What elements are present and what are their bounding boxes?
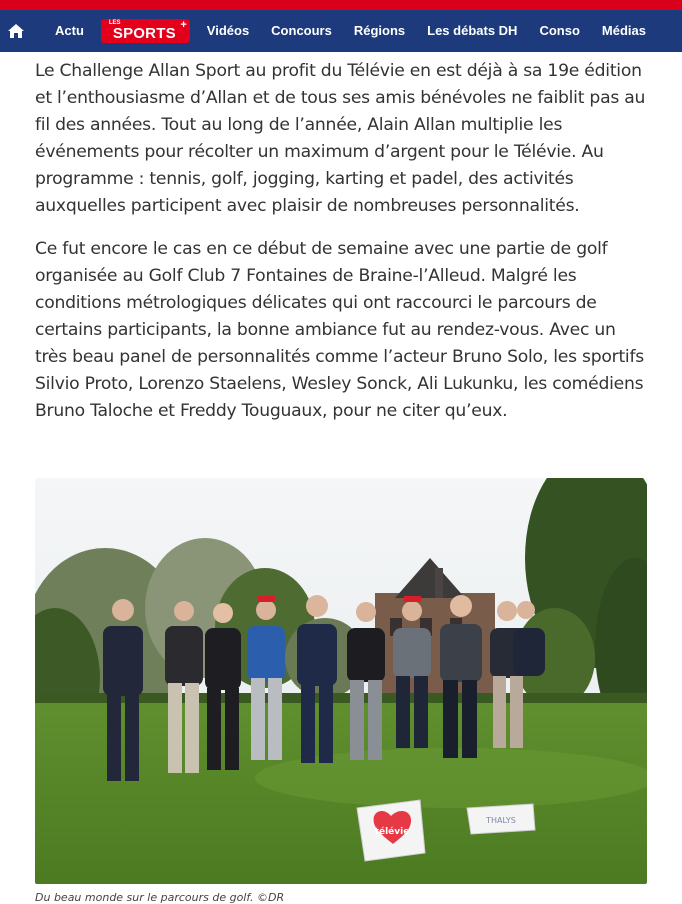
nav-item-videos[interactable]: Vidéos (206, 23, 250, 38)
header-accent-line (0, 0, 682, 10)
nav-item-conso[interactable]: Conso (539, 23, 580, 38)
thalys-sign (467, 804, 535, 834)
nav-sports-logo[interactable] (101, 19, 190, 43)
article-paragraph-2: Ce fut encore le cas en ce début de semaine avec une partie de golf organisée au Golf Club 7 Fontaines de Braine-l’Alleud. Malgré les conditions métrologiques délicates qui ont raccourci le parcours de certains participants, la bonne ambiance fut au rendez-vous. Avec un très beau panel de personnalités comme l’acteur Bruno Solo, les sportifs Silvio Proto, Lorenzo Staelens, Wesley Sonck, Ali Lukunku, les comédiens Bruno Taloche et Freddy Touguaux, pour ne citer qu’eux. (35, 239, 644, 421)
article-body (35, 58, 647, 425)
sign-thalys-text: THALYS (486, 816, 516, 825)
sports-logo-small: LES (108, 20, 121, 26)
nav-item-regions[interactable]: Régions (353, 23, 406, 38)
main-navigation (0, 10, 682, 52)
televie-sign (357, 800, 425, 861)
top-header (0, 0, 682, 52)
sports-logo-plus: + (180, 19, 187, 31)
home-icon[interactable] (0, 10, 32, 52)
golf-group-photo (35, 478, 647, 884)
nav-item-debats-dh[interactable]: Les débats DH (427, 23, 518, 38)
photo-caption: Du beau monde sur le parcours de golf. ©DR (35, 891, 285, 904)
sports-logo-text: SPORTS (112, 25, 176, 42)
nav-item-concours[interactable]: Concours (271, 23, 332, 38)
nav-item-medias[interactable]: Médias (601, 23, 646, 38)
article-photo[interactable] (35, 478, 647, 884)
article-paragraph-1: Le Challenge Allan Sport au profit du Télévie en est déjà à sa 19e édition et l’enthousiasme d’Allan et de tous ses amis bénévoles ne faiblit pas au fil des années. Tout au long de l’année, Alain Allan multiplie les événements pour récolter un maximum d’argent pour le Télévie. Au programme : tennis, golf, jogging, karting et padel, des activités auxquelles participent avec plaisir de nombreuses personnalités. (35, 61, 646, 216)
sign-televie-text: télévie (374, 827, 410, 837)
nav-item-actu[interactable]: Actu (55, 23, 84, 38)
